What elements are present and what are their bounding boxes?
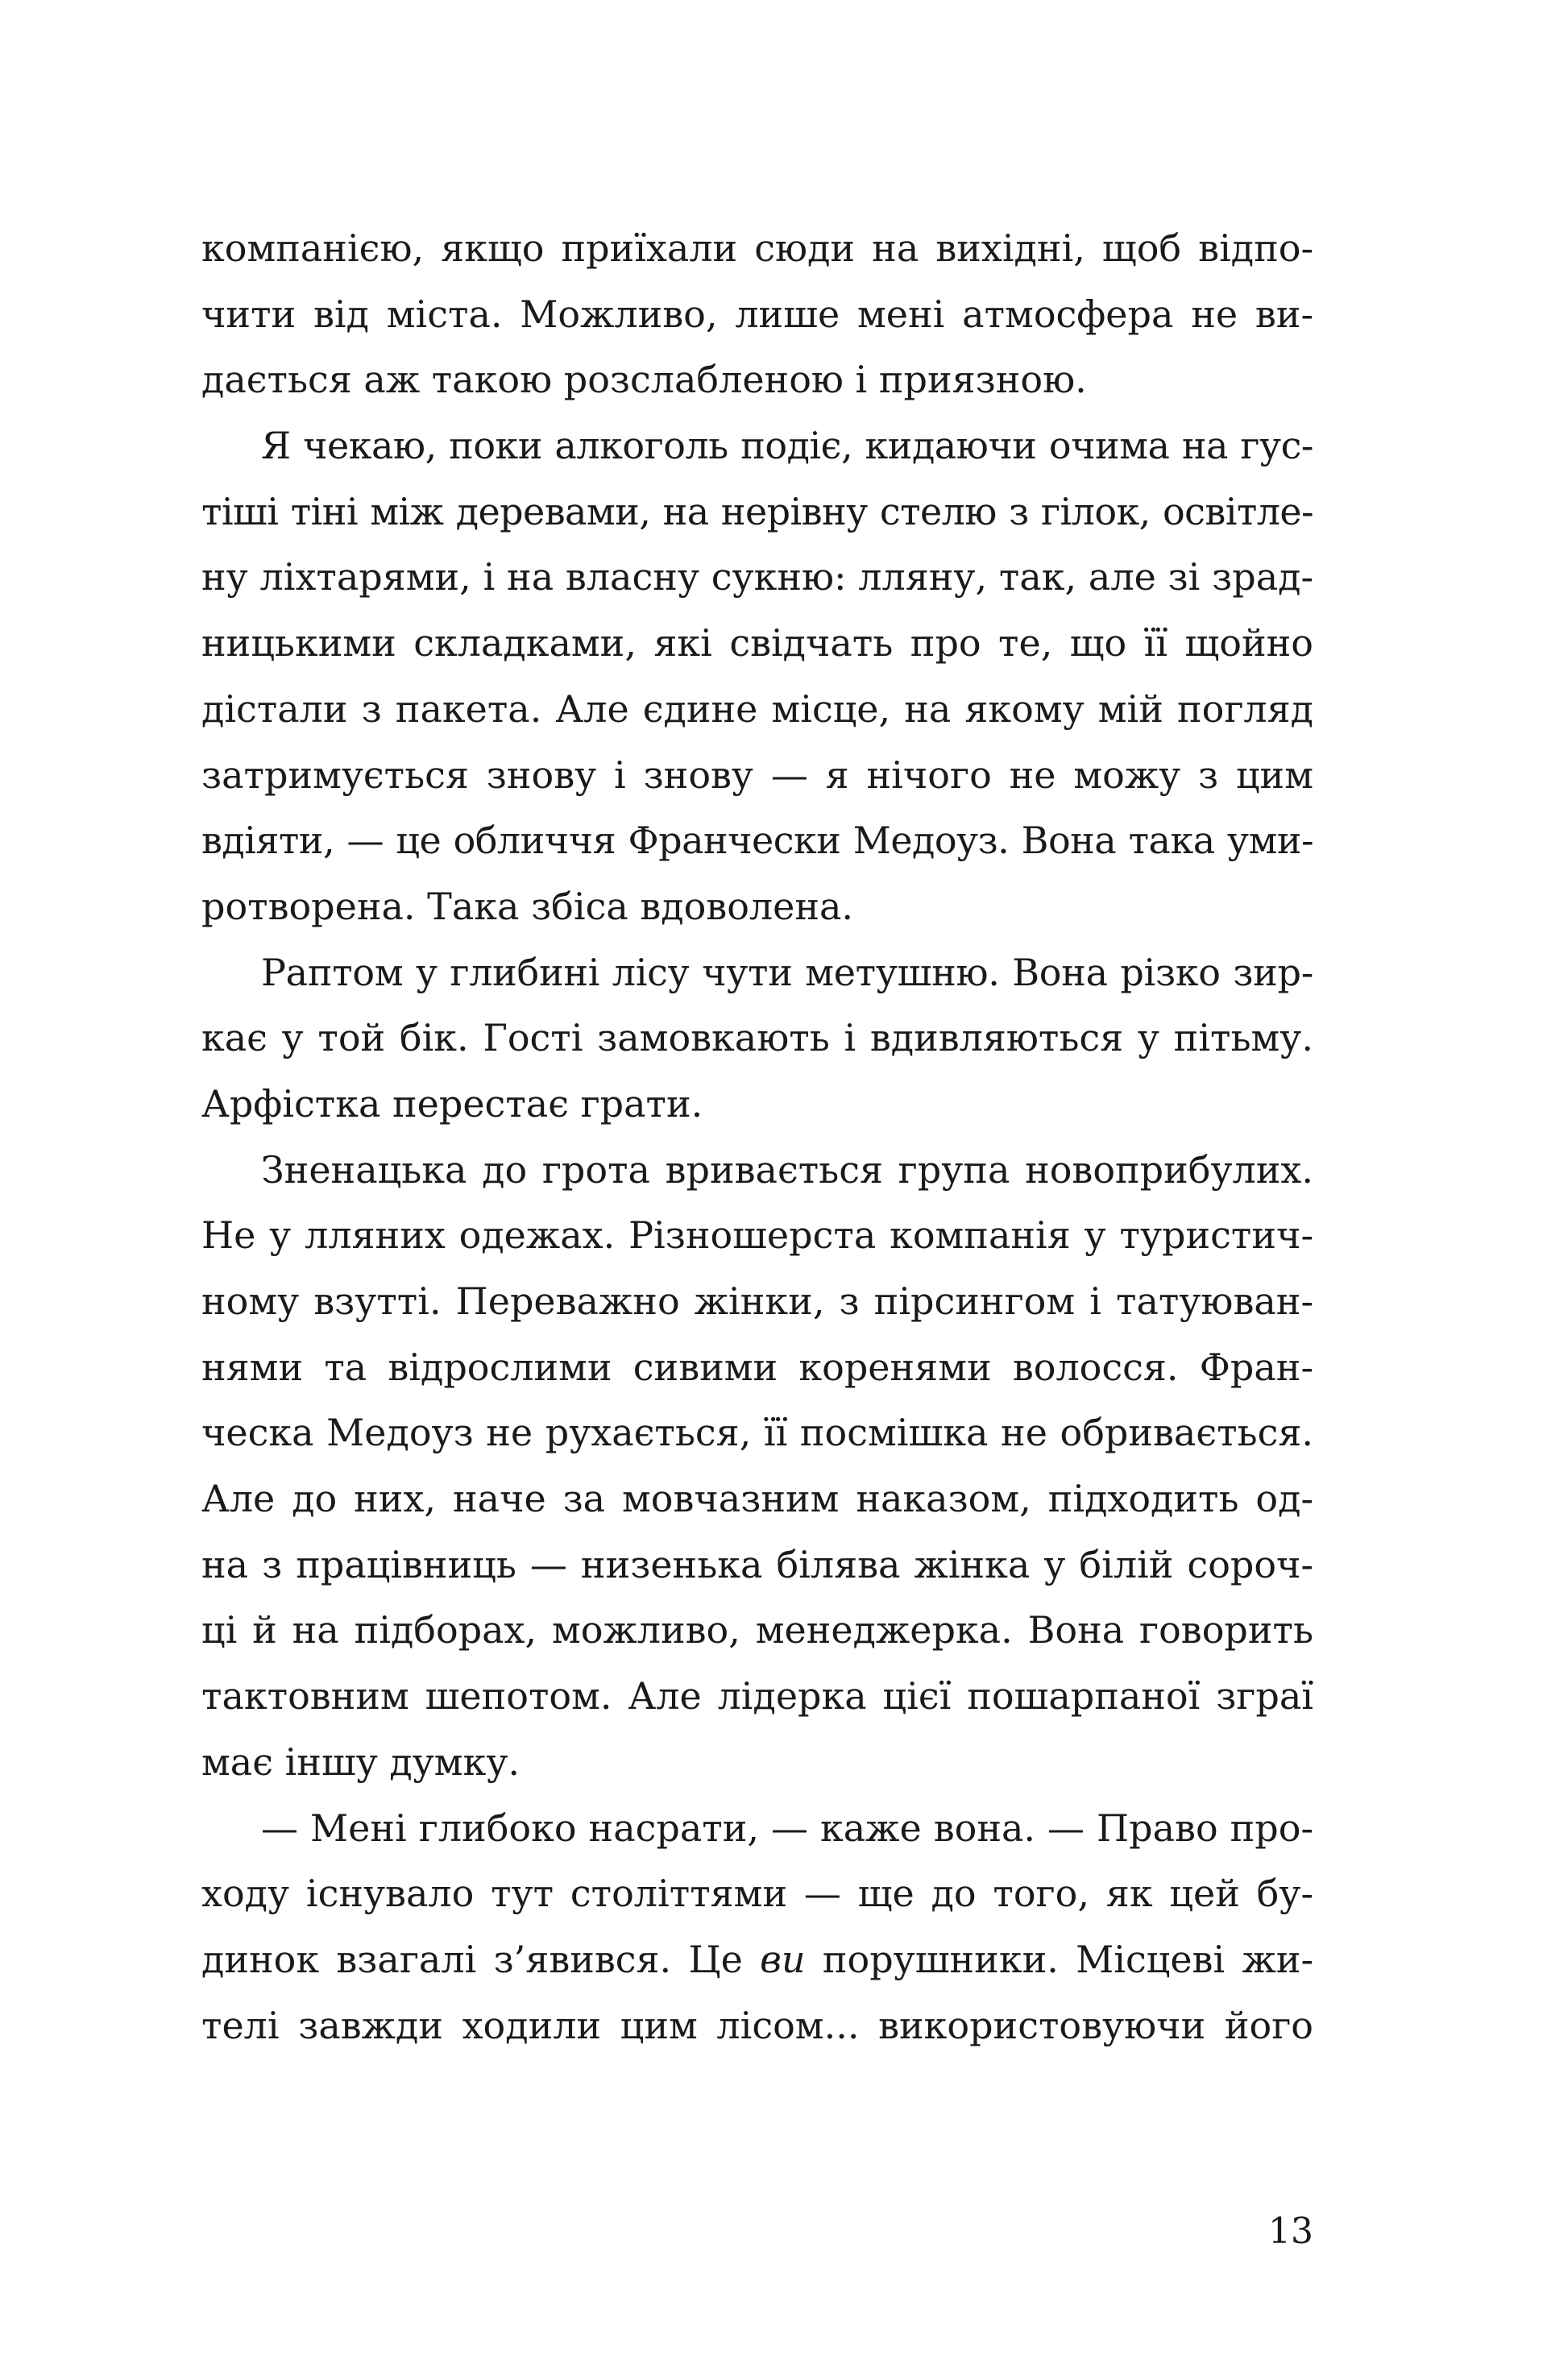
text-line: кає у той бік. Гості замовкають і вдивляються у пітьму. [201,1016,1313,1060]
text-line: ці й на підборах, можливо, менеджерка. Вона говорить [201,1608,1313,1652]
text-line: дістали з пакета. Але єдине місце, на якому мій погляд [201,686,1313,731]
text-line: ницькими складками, які свідчать про те, що її щойно [201,621,1313,665]
text-line: Я чекаю, поки алкоголь подіє, кидаючи очима на гус- [261,424,1313,468]
text-line: затримується знову і знову — я нічого не можу з цим [201,753,1313,797]
text-line: динок взагалі з’явився. Це ви порушники. Місцеві жи- [201,1937,1313,1981]
text-line: Раптом у глибині лісу чути метушню. Вона різко зир- [261,950,1313,994]
text-line: вдіяти, — це обличчя Франчески Медоуз. Вона така уми- [201,819,1313,863]
body-text [201,216,1313,2059]
text-line: ному взутті. Переважно жінки, з пірсингом і татуюван- [201,1279,1313,1323]
text-line: Зненацька до грота вривається група новоприбулих. [261,1147,1313,1192]
text-line: ходу існувало тут століттями — ще до того, як цей бу- [201,1872,1313,1916]
text-line: компанією, якщо приїхали сюди на вихідні, щоб відпо- [201,226,1313,270]
text-line: ну ліхтарями, і на власну сукню: лляну, так, але зі зрад- [201,555,1313,599]
text-line: ротворена. Така збіса вдоволена. [201,884,854,928]
text-line: — Мені глибоко насрати, — каже вона. — Право про- [261,1806,1313,1850]
page-number: 13 [1268,2211,1313,2252]
text-line: тіші тіні між деревами, на нерівну стелю з гілок, освітле- [201,489,1313,533]
text-line: на з працівниць — низенька білява жінка у білій сороч- [201,1542,1313,1586]
text-line: нями та відрослими сивими коренями волосся. Фран- [201,1345,1313,1389]
text-line: має іншу думку. [201,1739,521,1784]
text-line: телі завжди ходили цим лісом... використовуючи його [201,2003,1313,2047]
text-line: Арфістка перестає грати. [201,1081,703,1126]
text-line: Але до них, наче за мовчазним наказом, підходить од- [201,1477,1313,1521]
text-line: ческа Медоуз не рухається, її посмішка не обривається. [201,1411,1313,1455]
text-line: чити від міста. Можливо, лише мені атмосфера не ви- [201,292,1313,336]
text-line: тактовним шепотом. Але лідерка цієї пошарпаної зграї [201,1674,1313,1719]
text-line: дається аж такою розслабленою і приязною. [201,358,1087,402]
text-line: Не у лляних одежах. Різношерста компанія у туристич- [201,1213,1313,1258]
